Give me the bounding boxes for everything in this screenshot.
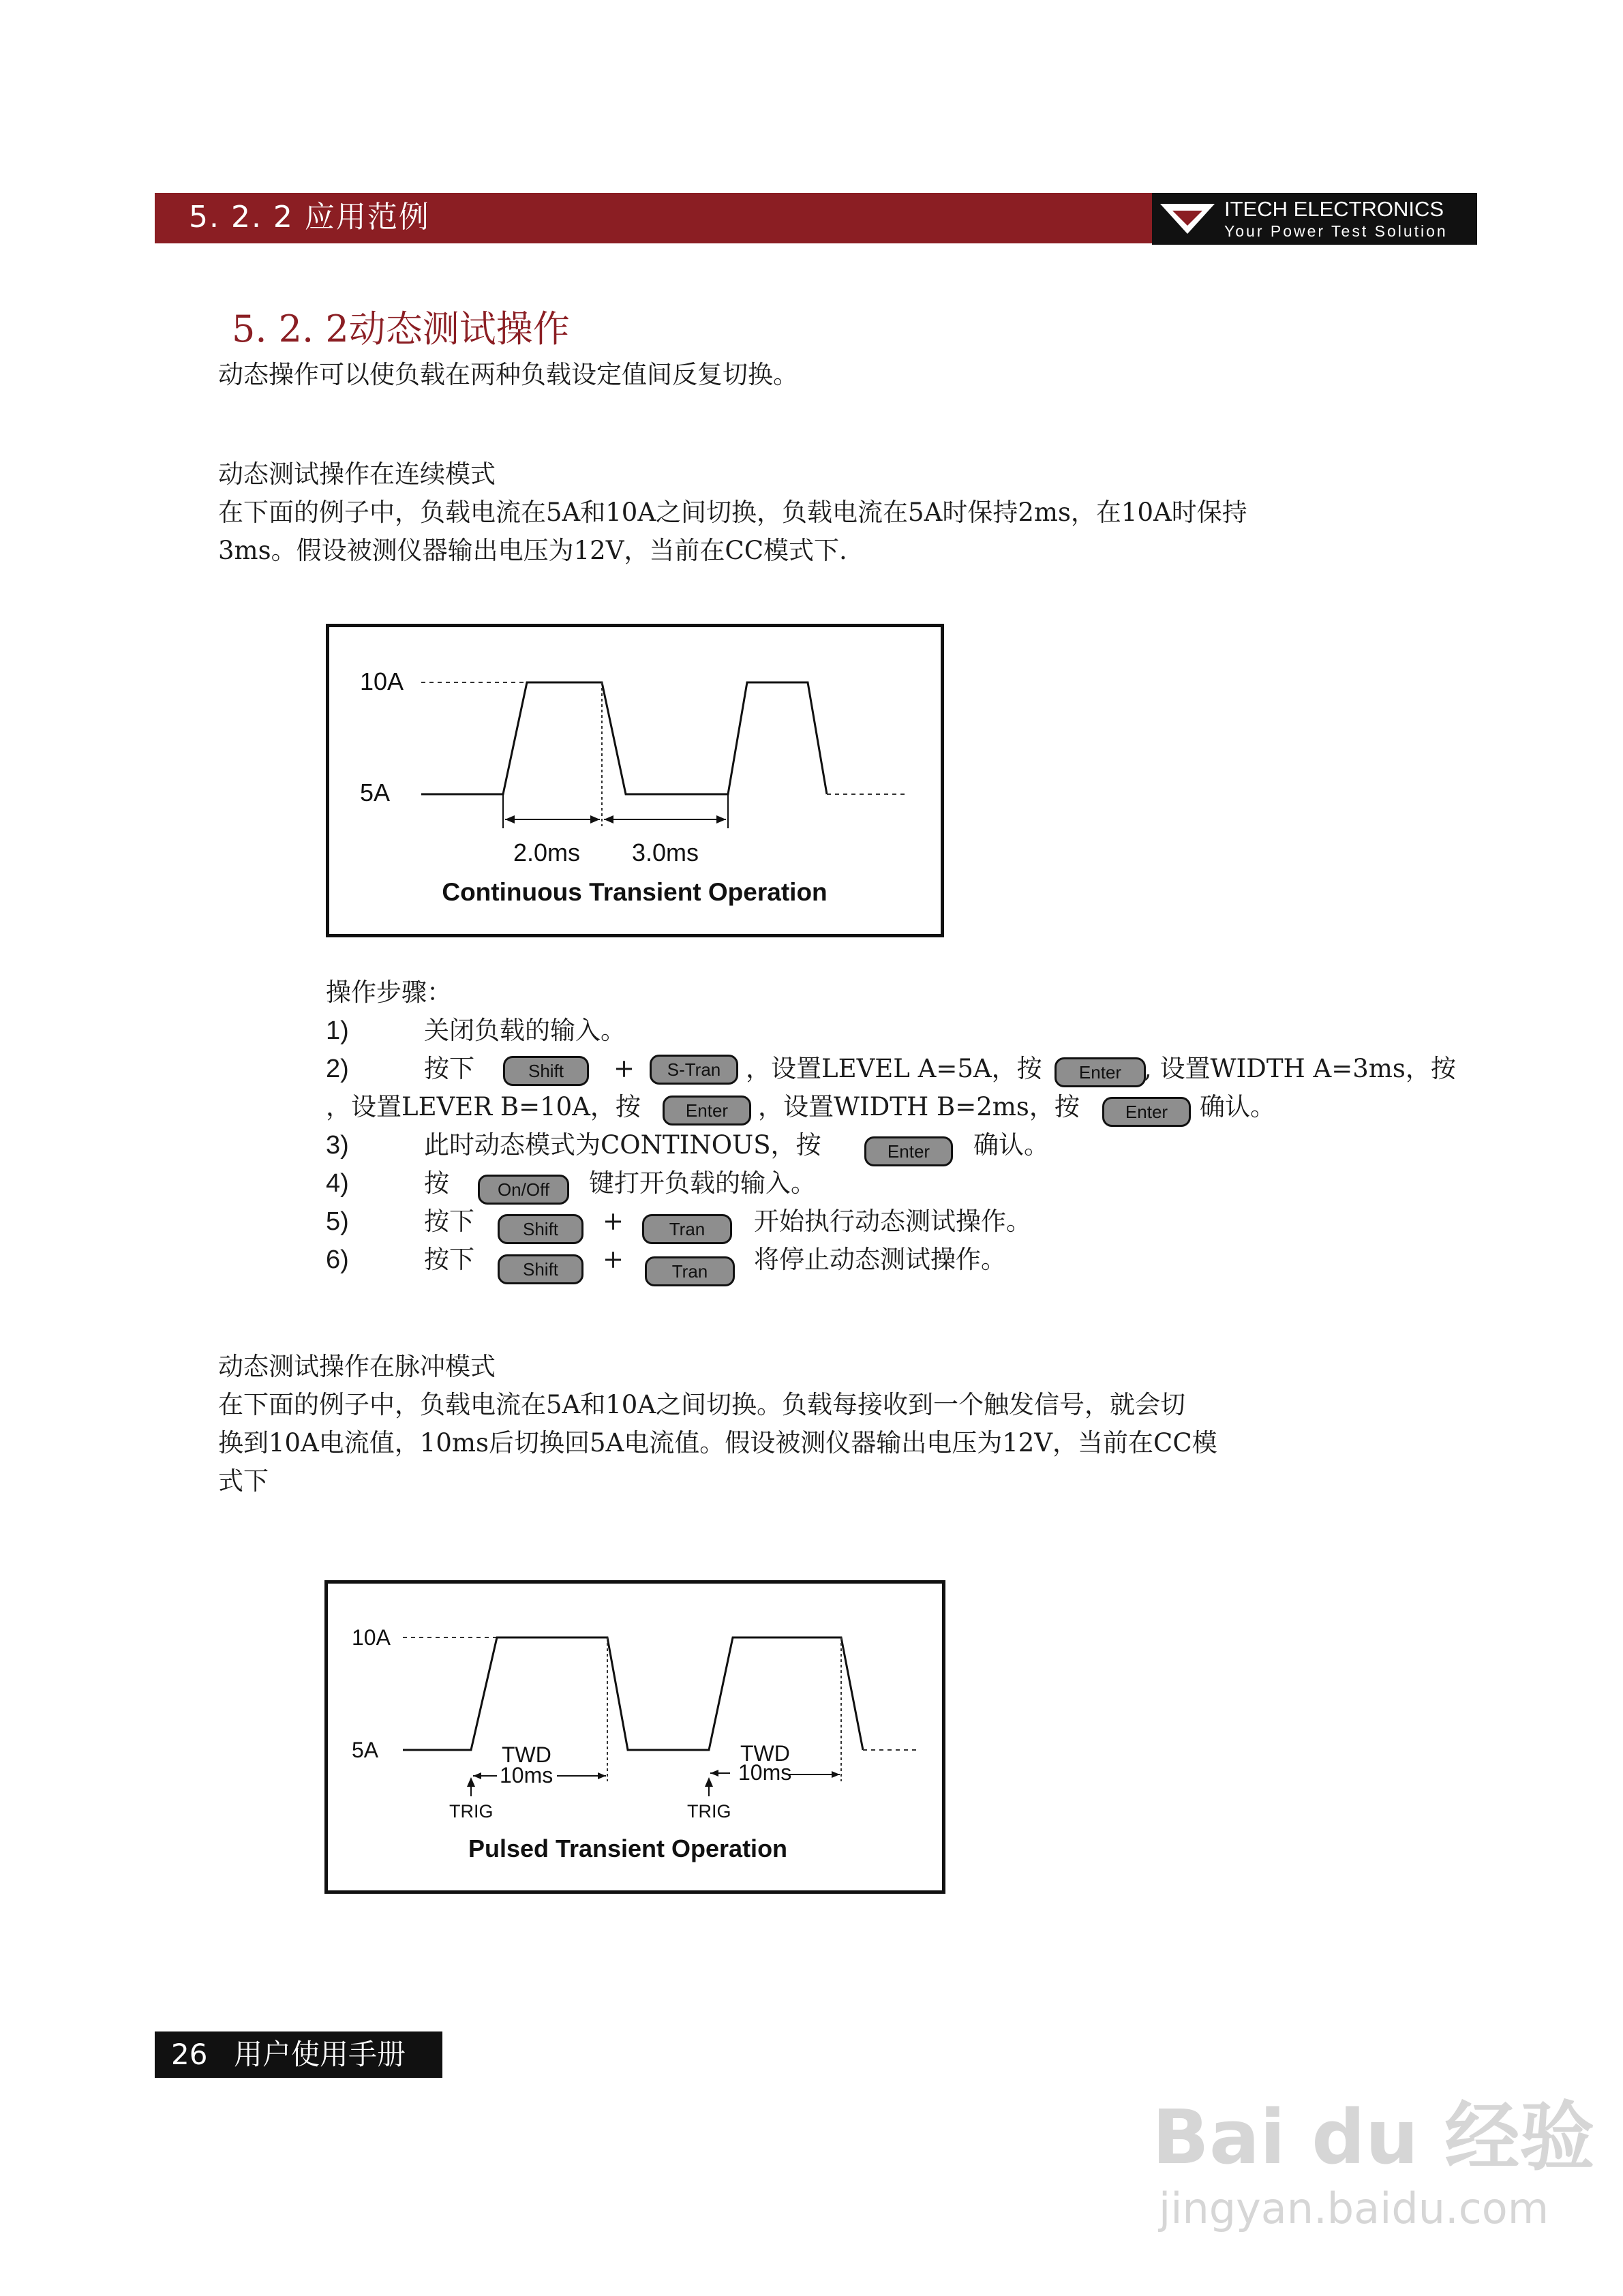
on-off-key[interactable]: On/Off	[478, 1175, 569, 1205]
pulsed-trig-label: TRIG	[449, 1801, 494, 1822]
shift-key[interactable]: Shift	[498, 1254, 583, 1284]
step3-text-b: 确认。	[973, 1130, 1049, 1160]
step4-text-b: 键打开负载的输入。	[589, 1168, 816, 1198]
pulsed-caption: Pulsed Transient Operation	[468, 1834, 788, 1862]
pulsed-transient-figure	[324, 1580, 945, 1894]
enter-key[interactable]: Enter	[1102, 1097, 1191, 1127]
manual-title: 用户使用手册	[234, 2038, 406, 2071]
shift-key[interactable]: Shift	[503, 1056, 589, 1086]
pulsed-label-10a: 10A	[352, 1625, 391, 1650]
shift-key[interactable]: Shift	[498, 1214, 583, 1244]
pulsed-heading: 动态测试操作在脉冲模式	[218, 1352, 496, 1381]
pulsed-label-5a: 5A	[352, 1738, 379, 1762]
step6-plus: +	[603, 1245, 624, 1274]
step2-num: 2)	[326, 1055, 349, 1083]
page-footer	[155, 2031, 442, 2078]
step3-text-a: 此时动态模式为CONTINOUS，按	[424, 1130, 821, 1160]
continuous-waveform	[329, 627, 941, 934]
logo-company: ITECH ELECTRONICS	[1224, 197, 1444, 221]
pulsed-waveform	[328, 1584, 942, 1890]
step2-plus: +	[613, 1054, 635, 1083]
continuous-label-5a: 5A	[360, 779, 391, 806]
step6-text-a: 按下	[424, 1245, 474, 1274]
itech-logo-icon	[1157, 200, 1217, 238]
step5-text-b: 开始执行动态测试操作。	[754, 1207, 1031, 1236]
steps-title: 操作步骤：	[326, 978, 452, 1007]
step4-num: 4)	[326, 1169, 349, 1198]
step2-text-d: ，设置LEVER B=10A，按	[326, 1092, 641, 1121]
enter-key[interactable]: Enter	[864, 1136, 953, 1166]
tran-key[interactable]: Tran	[645, 1256, 735, 1286]
continuous-heading: 动态测试操作在连续模式	[218, 459, 496, 489]
step4-text-a: 按	[424, 1168, 449, 1198]
continuous-line1: 在下面的例子中，负载电流在5A和10A之间切换，负载电流在5A时保持2ms，在10A时保持	[218, 498, 1247, 527]
s-tran-key[interactable]: S-Tran	[650, 1055, 738, 1085]
tran-key[interactable]: Tran	[642, 1214, 732, 1244]
baidu-watermark-url: jingyan.baidu.com	[1159, 2184, 1549, 2233]
continuous-label-3ms: 3.0ms	[632, 839, 699, 866]
itech-logo	[1152, 193, 1477, 245]
step1-text: 关闭负载的输入。	[424, 1016, 626, 1045]
step2-text-b: ，设置LEVEL A=5A，按	[746, 1054, 1042, 1083]
step5-plus: +	[603, 1207, 624, 1236]
step2-text-c: , 设置WIDTH A=3ms，按	[1144, 1054, 1456, 1083]
page-title: 5. 2. 2动态测试操作	[232, 307, 570, 350]
continuous-label-2ms: 2.0ms	[513, 839, 581, 866]
page-number: 26	[171, 2038, 208, 2071]
baidu-watermark-logo: Bai du 经验	[1152, 2094, 1595, 2181]
step2-text-a: 按下	[424, 1054, 474, 1083]
section-header-title: 5. 2. 2 应用范例	[189, 200, 430, 235]
continuous-label-10a: 10A	[360, 667, 404, 695]
pulsed-line1: 在下面的例子中，负载电流在5A和10A之间切换。负载每接收到一个触发信号，就会切	[218, 1390, 1186, 1419]
step3-num: 3)	[326, 1131, 349, 1160]
enter-key[interactable]: Enter	[663, 1096, 751, 1126]
continuous-line2: 3ms。假设被测仪器输出电压为12V，当前在CC模式下.	[218, 536, 847, 565]
enter-key[interactable]: Enter	[1055, 1057, 1146, 1087]
intro-text: 动态操作可以使负载在两种负载设定值间反复切换。	[218, 360, 798, 389]
continuous-caption: Continuous Transient Operation	[442, 878, 828, 906]
pulsed-trig-label: TRIG	[687, 1801, 731, 1822]
continuous-transient-figure	[326, 624, 944, 937]
step6-num: 6)	[326, 1245, 349, 1274]
pulsed-line3: 式下	[218, 1466, 269, 1496]
logo-slogan: Your Power Test Solution	[1224, 222, 1448, 240]
pulsed-twd-label: TWD	[740, 1741, 790, 1766]
step2-text-e: ，设置WIDTH B=2ms，按	[758, 1092, 1080, 1121]
pulsed-duration-label: 10ms	[738, 1760, 792, 1785]
step5-num: 5)	[326, 1207, 349, 1236]
step1-num: 1)	[326, 1016, 349, 1045]
step2-text-f: 确认。	[1200, 1092, 1275, 1121]
step6-text-b: 将停止动态测试操作。	[754, 1245, 1006, 1274]
pulsed-duration-label: 10ms	[500, 1763, 553, 1787]
step5-text-a: 按下	[424, 1207, 474, 1236]
pulsed-line2: 换到10A电流值，10ms后切换回5A电流值。假设被测仪器输出电压为12V，当前在CC模	[218, 1428, 1217, 1457]
pulsed-twd-label: TWD	[502, 1742, 551, 1767]
